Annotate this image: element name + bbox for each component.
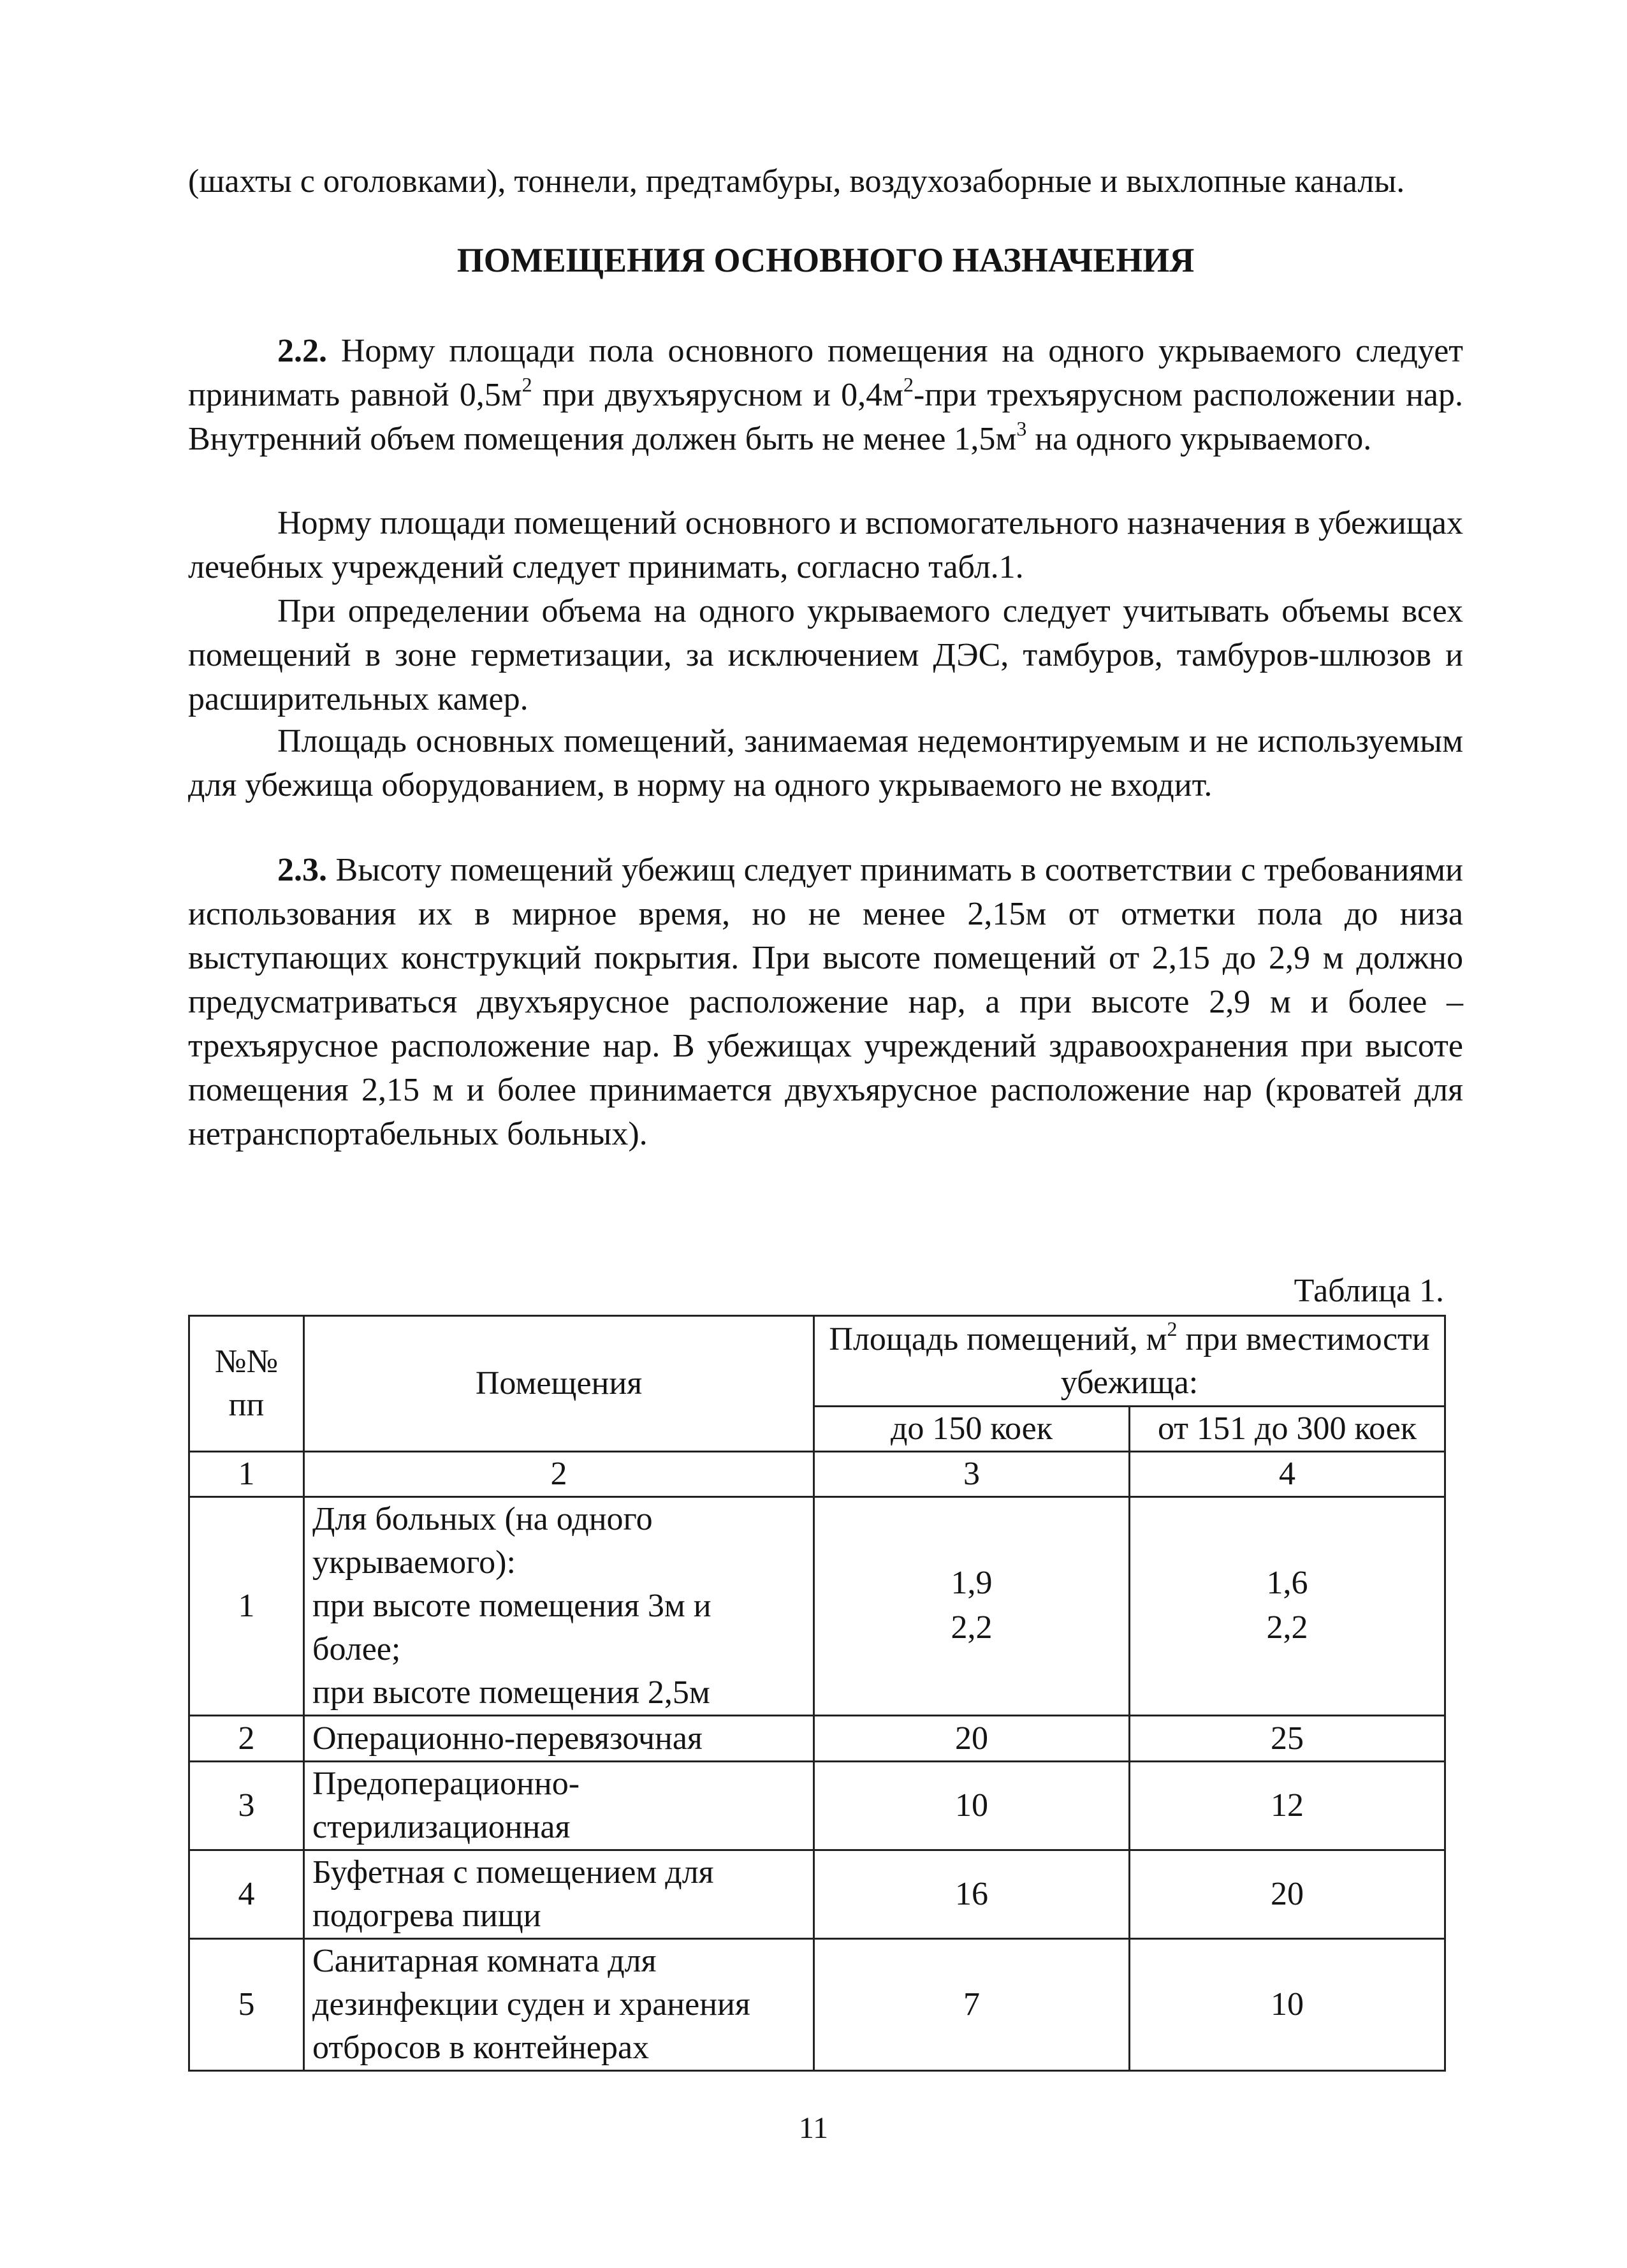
row-number: 3 bbox=[189, 1762, 304, 1850]
index-cell: 4 bbox=[1130, 1452, 1445, 1497]
text-fragment: Норму площади пола основного помещения на одного укрываемого следует принимать равной 0,5м bbox=[188, 333, 1463, 413]
room-name: Операционно-перевязочная bbox=[304, 1716, 814, 1762]
table-row bbox=[189, 1939, 1445, 2071]
index-cell: 3 bbox=[814, 1452, 1130, 1497]
index-cell: 2 bbox=[304, 1452, 814, 1497]
area-value: 1,6 bbox=[1266, 1565, 1308, 1601]
area-value: 2,2 bbox=[1266, 1609, 1308, 1646]
paragraph-2-3 bbox=[188, 848, 1463, 1156]
area-300-cell: 12 bbox=[1130, 1762, 1445, 1850]
area-150-cell bbox=[814, 1497, 1130, 1716]
area-150-cell: 16 bbox=[814, 1850, 1130, 1939]
header-capacity-300: от 151 до 300 коек bbox=[1130, 1407, 1445, 1452]
paragraph-volume: При определении объема на одного укрываемого следует учитывать объемы всех помещений в зоне герметизации, за исключением ДЭС, тамбуров, тамбуров-шлюзов и расширительных камер. bbox=[188, 593, 1463, 717]
page-number: 11 bbox=[798, 2111, 829, 2145]
table-header-row bbox=[189, 1316, 1445, 1407]
superscript: 2 bbox=[1167, 1317, 1178, 1340]
text-fragment: при двухъярусном и 0,4м bbox=[532, 377, 904, 413]
section-title: ПОМЕЩЕНИЯ ОСНОВНОГО НАЗНАЧЕНИЯ bbox=[456, 241, 1195, 279]
room-name: Предоперационно-стерилизационная bbox=[304, 1762, 814, 1850]
superscript: 2 bbox=[903, 373, 914, 396]
text-fragment: на одного укрываемого. bbox=[1026, 421, 1372, 457]
paragraph-2-2 bbox=[188, 329, 1463, 461]
header-area bbox=[814, 1316, 1445, 1407]
room-name: Санитарная комната для дезинфекции суден и хранения отбросов в контейнерах bbox=[304, 1939, 814, 2071]
text-fragment: Высоту помещений убежищ следует принимать в соответствии с требованиями использования их в мирное время, но не менее 2,15м от отметки пола до низа выступающих конструкций покрытия. При высоте помещений от 2,15 до 2,9 м должно предусматриваться двухъярусное расположение нар, а при высоте 2,9 м и более – трехъярусное расположение нар. В убежищах учреждений здравоохранения при высоте помещения 2,15 м и более принимается двухъярусное расположение нар (кроватей для нетранспортабельных больных). bbox=[188, 852, 1463, 1152]
area-value: 1,9 bbox=[951, 1565, 993, 1601]
text-fragment: Площадь помещений, м bbox=[829, 1321, 1167, 1357]
text-fragment: при вместимости убежища: bbox=[1060, 1321, 1430, 1401]
header-rooms: Помещения bbox=[304, 1316, 814, 1452]
rooms-area-table bbox=[188, 1315, 1446, 2072]
area-150-cell: 20 bbox=[814, 1716, 1130, 1762]
table-row bbox=[189, 1716, 1445, 1762]
area-300-cell: 25 bbox=[1130, 1716, 1445, 1762]
row-number: 5 bbox=[189, 1939, 304, 2071]
clause-number: 2.2. bbox=[277, 333, 327, 369]
area-300-cell: 10 bbox=[1130, 1939, 1445, 2071]
table-row bbox=[189, 1497, 1445, 1716]
room-line: при высоте помещения 3м и более; bbox=[312, 1588, 711, 1667]
table-caption: Таблица 1. bbox=[1294, 1273, 1444, 1309]
room-line: при высоте помещения 2,5м bbox=[312, 1674, 710, 1711]
area-150-cell: 7 bbox=[814, 1939, 1130, 2071]
intro-paragraph: (шахты с оголовками), тоннели, предтамбуры, воздухозаборные и выхлопные каналы. bbox=[188, 163, 1405, 200]
room-name bbox=[304, 1497, 814, 1716]
row-number: 2 bbox=[189, 1716, 304, 1762]
paragraph-area: Площадь основных помещений, занимаемая недемонтируемым и не используемым для убежища оборудованием, в норму на одного укрываемого не входит. bbox=[188, 723, 1463, 803]
room-name: Буфетная с помещением для подогрева пищи bbox=[304, 1850, 814, 1939]
text-fragment: -при трехъярусном расположении нар. Внутренний объем помещения должен быть не менее 1,5м bbox=[188, 377, 1463, 457]
row-number: 4 bbox=[189, 1850, 304, 1939]
paragraph-norm: Норму площади помещений основного и вспомогательного назначения в убежищах лечебных учреждений следует принимать, согласно табл.1. bbox=[188, 505, 1463, 585]
row-number: 1 bbox=[189, 1497, 304, 1716]
table-row bbox=[189, 1762, 1445, 1850]
area-300-cell bbox=[1130, 1497, 1445, 1716]
clause-number: 2.3. bbox=[277, 852, 327, 888]
room-line: Для больных (на одного укрываемого): bbox=[312, 1501, 653, 1581]
area-value: 2,2 bbox=[951, 1609, 993, 1646]
area-300-cell: 20 bbox=[1130, 1850, 1445, 1939]
header-capacity-150: до 150 коек bbox=[814, 1407, 1130, 1452]
area-150-cell: 10 bbox=[814, 1762, 1130, 1850]
index-cell: 1 bbox=[189, 1452, 304, 1497]
table-index-row bbox=[189, 1452, 1445, 1497]
header-number: №№ пп bbox=[189, 1316, 304, 1452]
table-row bbox=[189, 1850, 1445, 1939]
superscript: 2 bbox=[522, 373, 532, 396]
superscript: 3 bbox=[1016, 417, 1027, 440]
